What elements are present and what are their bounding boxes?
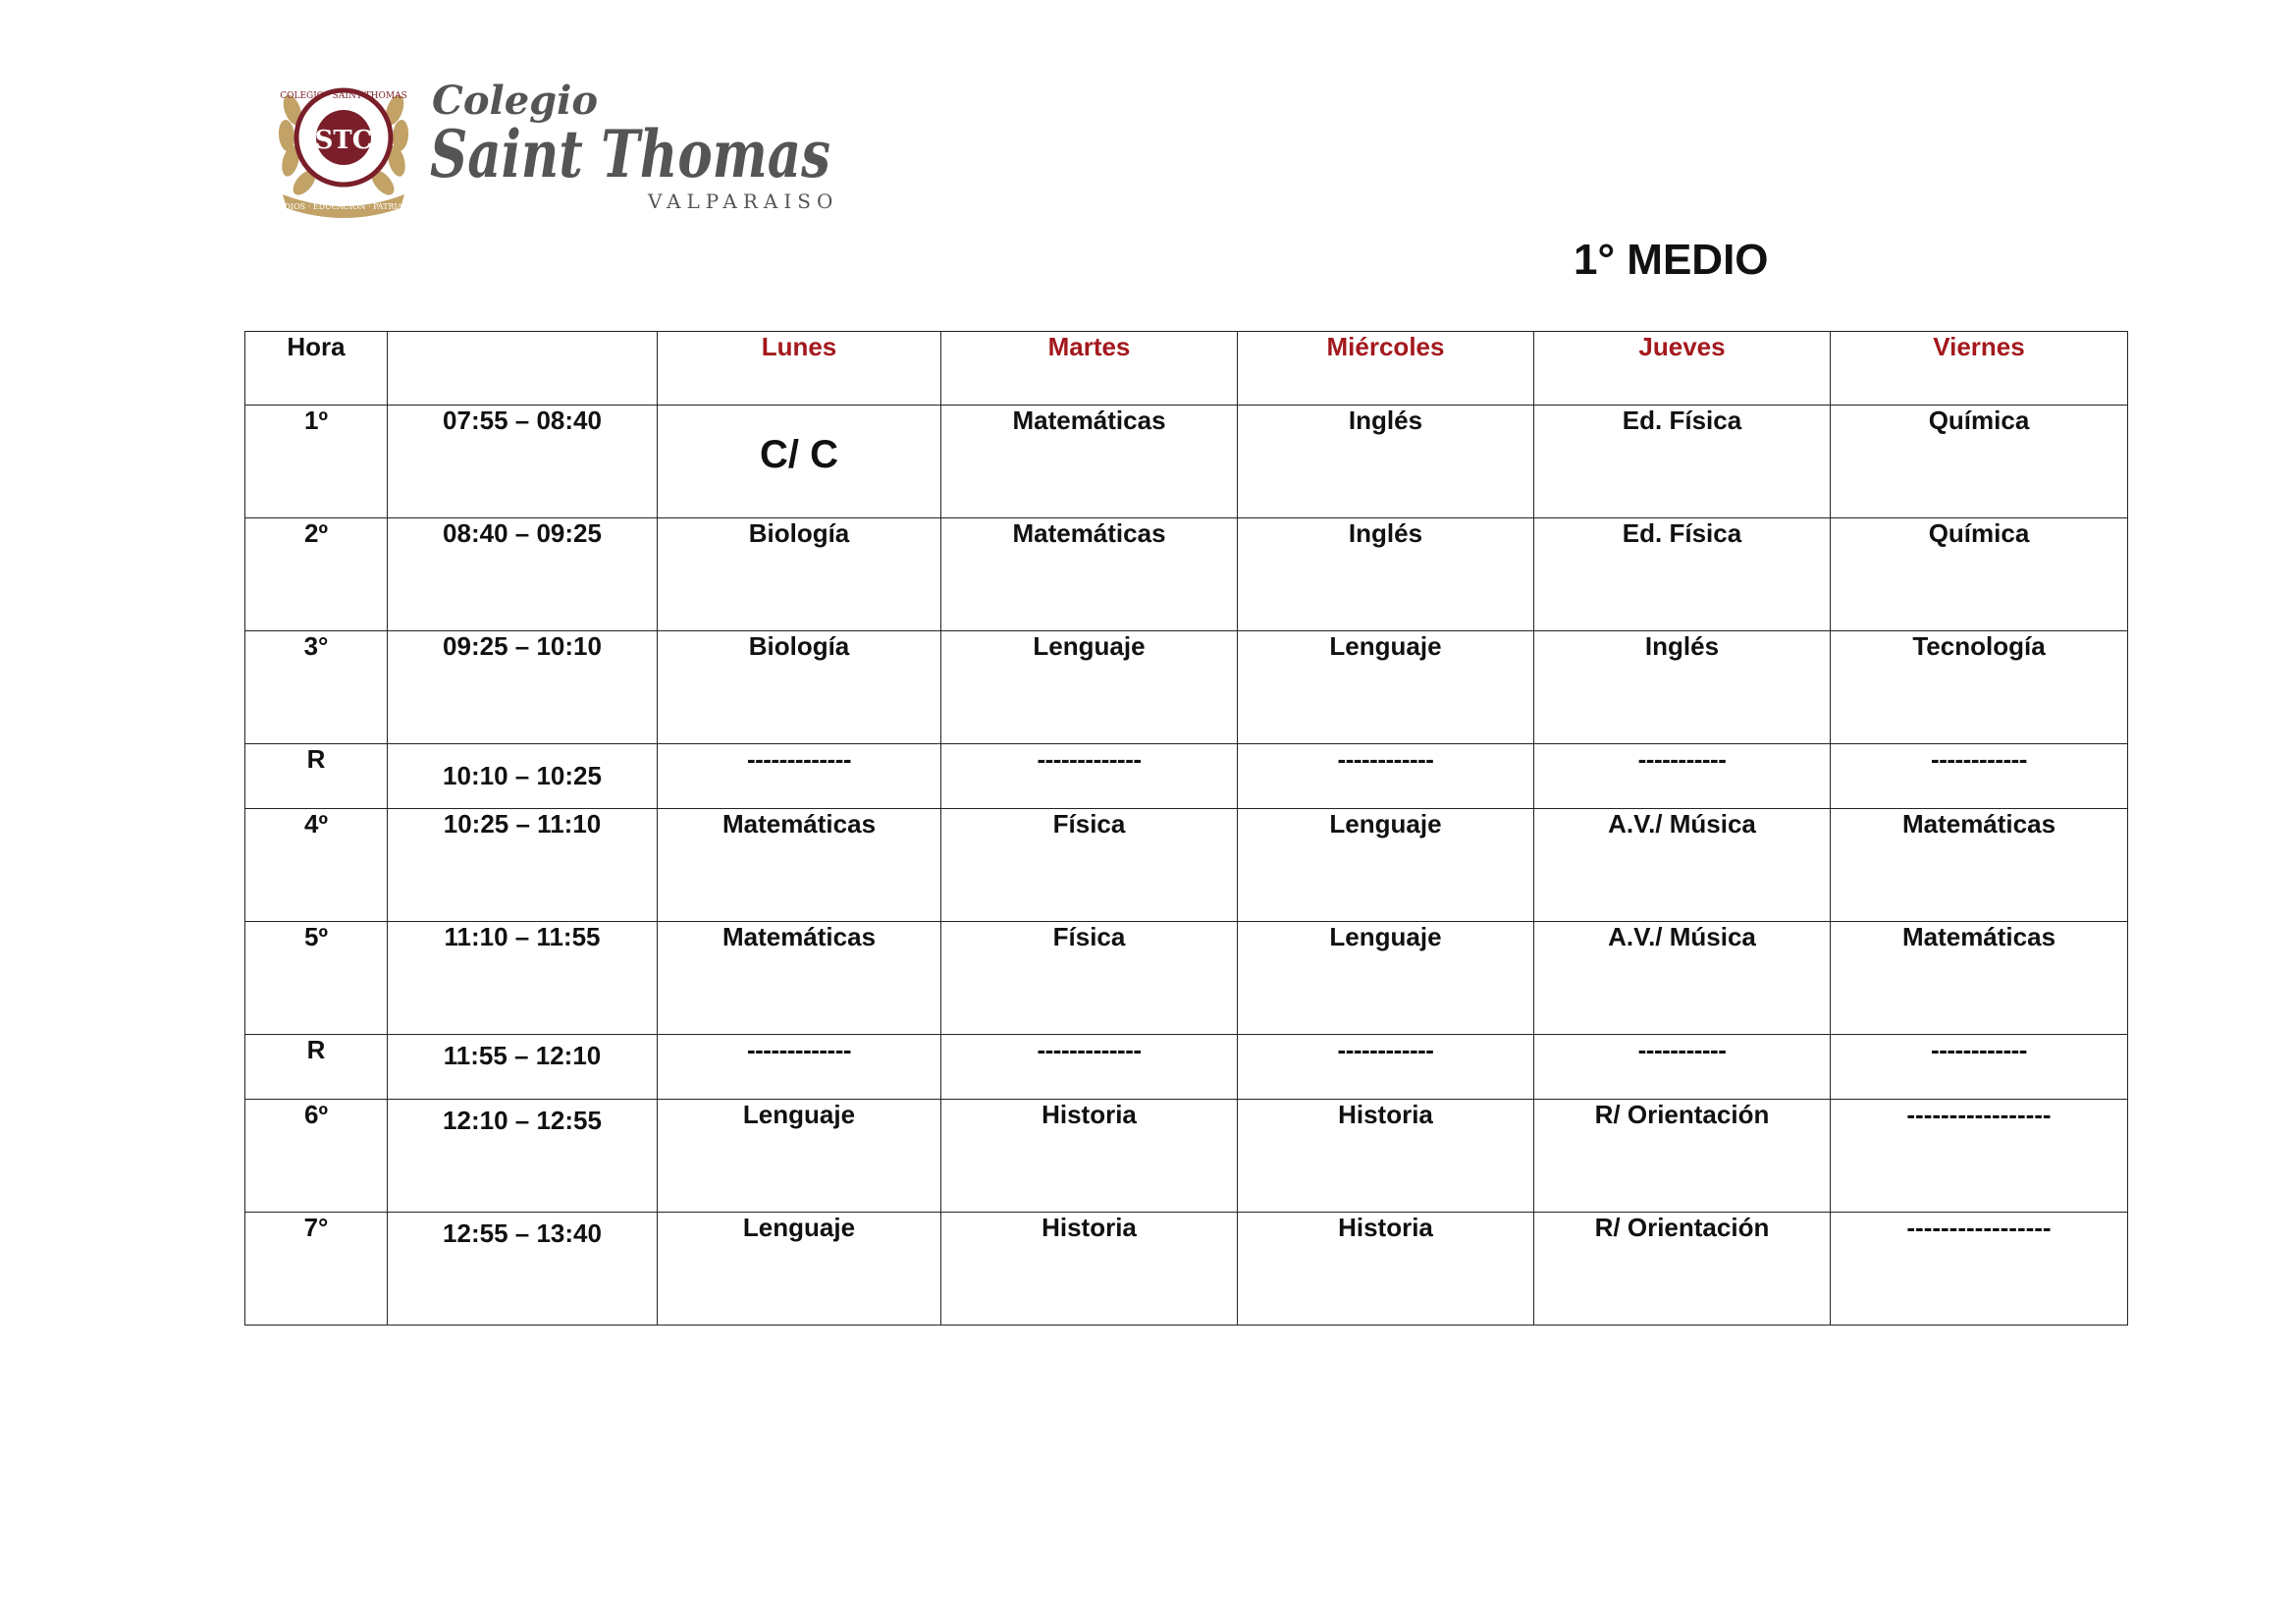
time-range: 08:40 – 09:25 [388,518,658,631]
time-range: 10:10 – 10:25 [388,744,658,809]
class-schedule-table [244,331,2128,1326]
subject-cell: Inglés [1534,631,1831,744]
empty-slot-dashes: ------------ [1831,1035,2128,1100]
day-header-viernes: Viernes [1831,332,2128,406]
recess-label: R [245,744,388,809]
subject-cell: Historia [1238,1100,1534,1213]
period-label: 1º [245,406,388,518]
subject-cell: Lenguaje [941,631,1238,744]
recess-label: R [245,1035,388,1100]
subject-cell: Biología [658,631,941,744]
period-label: 2º [245,518,388,631]
subject-cell: A.V./ Música [1534,922,1831,1035]
empty-slot-dashes: ----------------- [1831,1213,2128,1326]
period-label: 7° [245,1213,388,1326]
subject-cell: Química [1831,518,2128,631]
subject-cell: Historia [941,1213,1238,1326]
time-range: 10:25 – 11:10 [388,809,658,922]
empty-slot-dashes: ------------- [658,1035,941,1100]
empty-slot-dashes: ------------ [1238,744,1534,809]
empty-slot-dashes: ------------- [941,1035,1238,1100]
table-row [245,1100,2128,1213]
subject-cell: Matemáticas [941,518,1238,631]
svg-text:VALPARAISO: VALPARAISO [648,189,839,213]
time-range: 07:55 – 08:40 [388,406,658,518]
empty-slot-dashes: ----------------- [1831,1100,2128,1213]
subject-cell: Matemáticas [941,406,1238,518]
table-row [245,406,2128,518]
subject-cell: Lenguaje [1238,809,1534,922]
subject-cell: Biología [658,518,941,631]
subject-cell: Matemáticas [1831,922,2128,1035]
subject-cell: Lenguaje [658,1213,941,1326]
day-header-miercoles: Miércoles [1238,332,1534,406]
empty-slot-dashes: ------------- [658,744,941,809]
subject-cell: Matemáticas [658,922,941,1035]
header-row [245,332,2128,406]
day-header-martes: Martes [941,332,1238,406]
subject-cell: R/ Orientación [1534,1100,1831,1213]
table-row [245,809,2128,922]
subject-cell: Matemáticas [1831,809,2128,922]
day-header-lunes: Lunes [658,332,941,406]
time-range: 12:10 – 12:55 [388,1100,658,1213]
subject-cell: Tecnología [1831,631,2128,744]
subject-cell: C/ C [658,406,941,518]
time-range: 11:55 – 12:10 [388,1035,658,1100]
time-range: 12:55 – 13:40 [388,1213,658,1326]
table-row [245,518,2128,631]
subject-cell: Historia [941,1100,1238,1213]
table-row [245,631,2128,744]
period-label: 5º [245,922,388,1035]
school-crest-logo [275,71,844,218]
time-range: 09:25 – 10:10 [388,631,658,744]
table-row [245,922,2128,1035]
subject-cell: Inglés [1238,518,1534,631]
recess-row [245,1035,2128,1100]
empty-slot-dashes: ----------- [1534,744,1831,809]
subject-cell: Lenguaje [1238,631,1534,744]
subject-cell: Química [1831,406,2128,518]
svg-text:COLEGIO · SAINT THOMAS: COLEGIO · SAINT THOMAS [280,91,407,101]
grade-title: 1° MEDIO [1574,236,1769,284]
recess-row [245,744,2128,809]
empty-slot-dashes: ------------ [1831,744,2128,809]
subject-cell: Ed. Física [1534,518,1831,631]
svg-text:Saint Thomas: Saint Thomas [430,116,830,192]
table-row [245,1213,2128,1326]
period-label: 4º [245,809,388,922]
subject-cell: Inglés [1238,406,1534,518]
subject-cell: Lenguaje [1238,922,1534,1035]
subject-cell: R/ Orientación [1534,1213,1831,1326]
subject-cell: A.V./ Música [1534,809,1831,922]
time-range: 11:10 – 11:55 [388,922,658,1035]
period-label: 6º [245,1100,388,1213]
time-header [388,332,658,406]
hora-header: Hora [245,332,388,406]
subject-cell: Física [941,922,1238,1035]
subject-cell: Ed. Física [1534,406,1831,518]
period-label: 3° [245,631,388,744]
empty-slot-dashes: ----------- [1534,1035,1831,1100]
svg-text:DIOS · EDUCACION · PATRIA: DIOS · EDUCACION · PATRIA [284,202,403,211]
school-logo [275,71,844,218]
subject-cell: Lenguaje [658,1100,941,1213]
empty-slot-dashes: ------------- [941,744,1238,809]
subject-cell: Física [941,809,1238,922]
day-header-jueves: Jueves [1534,332,1831,406]
svg-text:STC: STC [314,126,373,155]
svg-text:Colegio: Colegio [432,78,599,124]
empty-slot-dashes: ------------ [1238,1035,1534,1100]
subject-cell: Matemáticas [658,809,941,922]
subject-cell: Historia [1238,1213,1534,1326]
